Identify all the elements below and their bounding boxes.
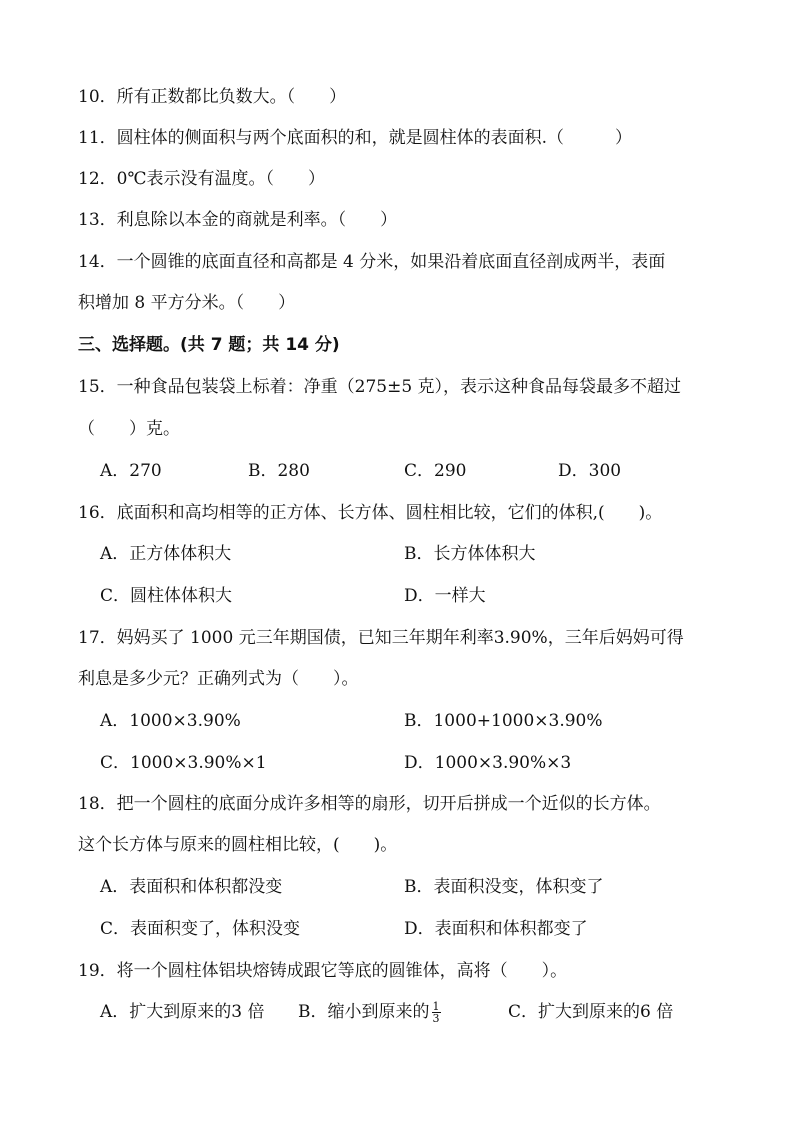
q16-option-b: B．长方体体积大 [404,544,536,564]
q15-line1: 15．一种食品包装袋上标着：净重（275±5 克），表示这种食品每袋最多不超过 [78,377,682,397]
q19-stem: 19．将一个圆柱体铝块熔铸成跟它等底的圆锥体，高将（ ）。 [78,961,568,981]
q18-option-a: A．表面积和体积都没变 [100,877,283,897]
section-3-title: 三、选择题。(共 7 题；共 14 分) [78,335,340,355]
fraction-denominator: 3 [432,1012,440,1025]
q17-option-b: B．1000+1000×3.90% [404,711,603,731]
q16-stem: 16．底面积和高均相等的正方体、长方体、圆柱相比较，它们的体积,( )。 [78,503,663,523]
q15-option-d: D．300 [558,461,622,481]
q17-line1: 17．妈妈买了 1000 元三年期国债，已知三年期年利率3.90%，三年后妈妈可得 [78,628,684,648]
q15-line2: （ ）克。 [78,419,180,439]
q19-option-a: A．扩大到原来的3 倍 [100,1002,265,1022]
fraction-numerator: 1 [432,1000,440,1013]
q15-option-c: C．290 [404,461,467,481]
q18-line2: 这个长方体与原来的圆柱相比较，( )。 [78,835,398,855]
q18-option-b: B．表面积没变，体积变了 [404,877,604,897]
q17-option-a: A．1000×3.90% [100,711,241,731]
q16-option-a: A．正方体体积大 [100,544,232,564]
q10: 10．所有正数都比负数大。（ ） [78,87,347,107]
q14-line1: 14．一个圆锥的底面直径和高都是 4 分米，如果沿着底面直径剖成两半，表面 [78,252,666,272]
q17-option-d: D．1000×3.90%×3 [404,753,572,773]
q18-line1: 18．把一个圆柱的底面分成许多相等的扇形，切开后拼成一个近似的长方体。 [78,794,661,814]
fraction [432,1001,441,1024]
q16-option-d: D．一样大 [404,586,486,606]
q17-option-c: C．1000×3.90%×1 [100,753,267,773]
q17-line2: 利息是多少元？正确列式为（ ）。 [78,669,359,689]
q16-option-c: C．圆柱体体积大 [100,586,233,606]
q11: 11．圆柱体的侧面积与两个底面积的和，就是圆柱体的表面积.（ ） [78,128,633,148]
q18-option-d: D．表面积和体积都变了 [404,919,588,939]
q12: 12．0℃表示没有温度。（ ） [78,169,325,189]
q19-option-b [298,1000,443,1024]
q19-option-b-label: B．缩小到原来的 [298,1002,430,1022]
q15-option-b: B．280 [248,461,310,481]
q15-option-a: A．270 [100,461,162,481]
q14-line2: 积增加 8 平方分米。（ ） [78,293,296,313]
q19-option-c: C．扩大到原来的6 倍 [508,1002,674,1022]
q13: 13．利息除以本金的商就是利率。（ ） [78,210,398,230]
q18-option-c: C．表面积变了，体积没变 [100,919,301,939]
